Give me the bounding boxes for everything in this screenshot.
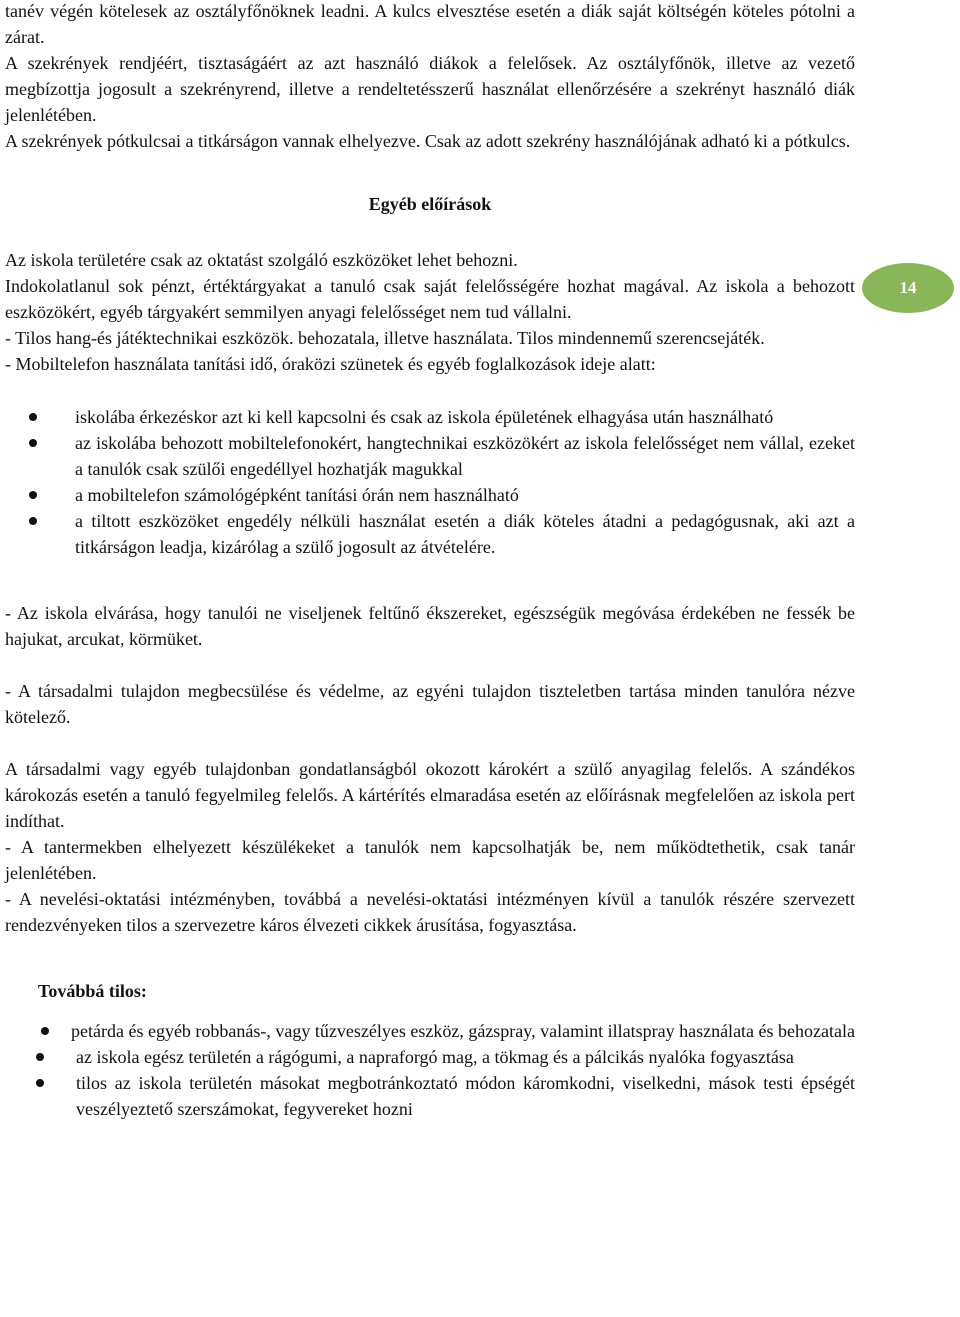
list-item [71, 1018, 855, 1044]
mobile-rules-list [5, 404, 855, 560]
paragraph-mobile-phone-intro: - Mobiltelefon használata tanítási idő, óraközi szünetek és egyéb foglalkozások ideje alatt: [5, 354, 656, 374]
list-item [71, 1044, 855, 1070]
paragraph-harmful-goods: - A nevelési-oktatási intézményben, továbbá a nevelési-oktatási intézményen kívül a tanulók részére szervezett rendezvényeken tilos a szervezetre káros élvezeti cikkek árusítása, fogyasztása. [5, 889, 855, 935]
prohibited-list [5, 1018, 855, 1122]
document-body [5, 0, 855, 1122]
list-item-text: iskolába érkezéskor azt ki kell kapcsolni és csak az iskola épületének elhagyása után használható [75, 407, 774, 427]
list-item [71, 1070, 855, 1122]
paragraph-valuables: Indokolatlanul sok pénzt, értéktárgyakat a tanuló csak saját felelősségére hozhat magával. Az iskola a behozott eszközökért, egyéb tárgyakért semmilyen anyagi felelősséget nem tud vállalni. [5, 276, 855, 322]
list-item-text: a tiltott eszközöket engedély nélküli használat esetén a diák köteles átadni a pedagógusnak, aki azt a titkárságon leadja, kizárólag a szülő jogosult az átvételére. [75, 511, 855, 557]
page-number-badge: 14 [862, 263, 954, 313]
bullet-icon [29, 413, 37, 421]
bullet-icon [36, 1079, 44, 1087]
prohibited-heading: Továbbá tilos: [38, 981, 147, 1001]
paragraph-appearance: - Az iskola elvárása, hogy tanulói ne viseljenek feltűnő ékszereket, egészségük megóvása érdekében ne fessék be hajukat, arcukat, körmüket. [5, 603, 855, 649]
paragraph-property: - A társadalmi tulajdon megbecsülése és védelme, az egyéni tulajdon tiszteletben tartása minden tanulóra nézve kötelező. [5, 681, 855, 727]
section-heading: Egyéb előírások [368, 194, 492, 214]
list-item-text: a mobiltelefon számológépként tanítási órán nem használható [75, 485, 519, 505]
paragraph-classroom-devices: - A tantermekben elhelyezett készülékeket a tanulók nem kapcsolhatják be, nem működtethetik, csak tanár jelenlétében. [5, 837, 855, 883]
bullet-icon [29, 517, 37, 525]
list-item-text: petárda és egyéb robbanás-, vagy tűzveszélyes eszköz, gázspray, valamint illatspray használata és behozatala [71, 1021, 855, 1041]
list-item-text: az iskolába behozott mobiltelefonokért, hangtechnikai eszközökért az iskola felelősséget nem vállal, ezeket a tanulók csak szülői engedéllyel hozhatják magukkal [75, 433, 855, 479]
list-item [75, 430, 855, 482]
paragraph-spare-keys: A szekrények pótkulcsai a titkárságon vannak elhelyezve. Csak az adott szekrény használójának adható ki a pótkulcs. [5, 131, 851, 151]
paragraph-key-loss: tanév végén kötelesek az osztályfőnöknek leadni. A kulcs elvesztése esetén a diák saját költségén köteles pótolni a zárat. [5, 1, 855, 47]
paragraph-allowed-items: Az iskola területére csak az oktatást szolgáló eszközöket lehet behozni. [5, 250, 518, 270]
bullet-icon [29, 491, 37, 499]
list-item-text: tilos az iskola területén másokat megbotránkoztató módon káromkodni, viselkedni, mások testi épségét veszélyeztető szerszámokat, fegyvereket hozni [76, 1073, 855, 1119]
paragraph-locker-responsibility: A szekrények rendjéért, tisztaságáért az azt használó diákok a felelősek. Az osztályfőnök, illetve az vezető megbízottja jogosult a szekrényrend, illetve a rendeltetésszerű használat ellenőrzésére a szekrényt használó diák jelenlétében. [5, 53, 855, 125]
list-item-text: az iskola egész területén a rágógumi, a napraforgó mag, a tökmag és a pálcikás nyalóka fogyasztása [76, 1047, 794, 1067]
bullet-icon [36, 1053, 44, 1061]
paragraph-game-devices: - Tilos hang-és játéktechnikai eszközök. behozatala, illetve használata. Tilos mindennemű szerencsejáték. [5, 328, 765, 348]
list-item [75, 508, 855, 560]
list-item [75, 482, 855, 508]
paragraph-damages: A társadalmi vagy egyéb tulajdonban gondatlanságból okozott károkért a szülő anyagilag felelős. A szándékos károkozás esetén a tanuló fegyelmileg felelős. A kártérítés elmaradása esetén az előírásnak megfelelően az iskola pert indíthat. [5, 759, 855, 831]
bullet-icon [29, 439, 37, 447]
list-item [75, 404, 855, 430]
bullet-icon [41, 1027, 49, 1035]
